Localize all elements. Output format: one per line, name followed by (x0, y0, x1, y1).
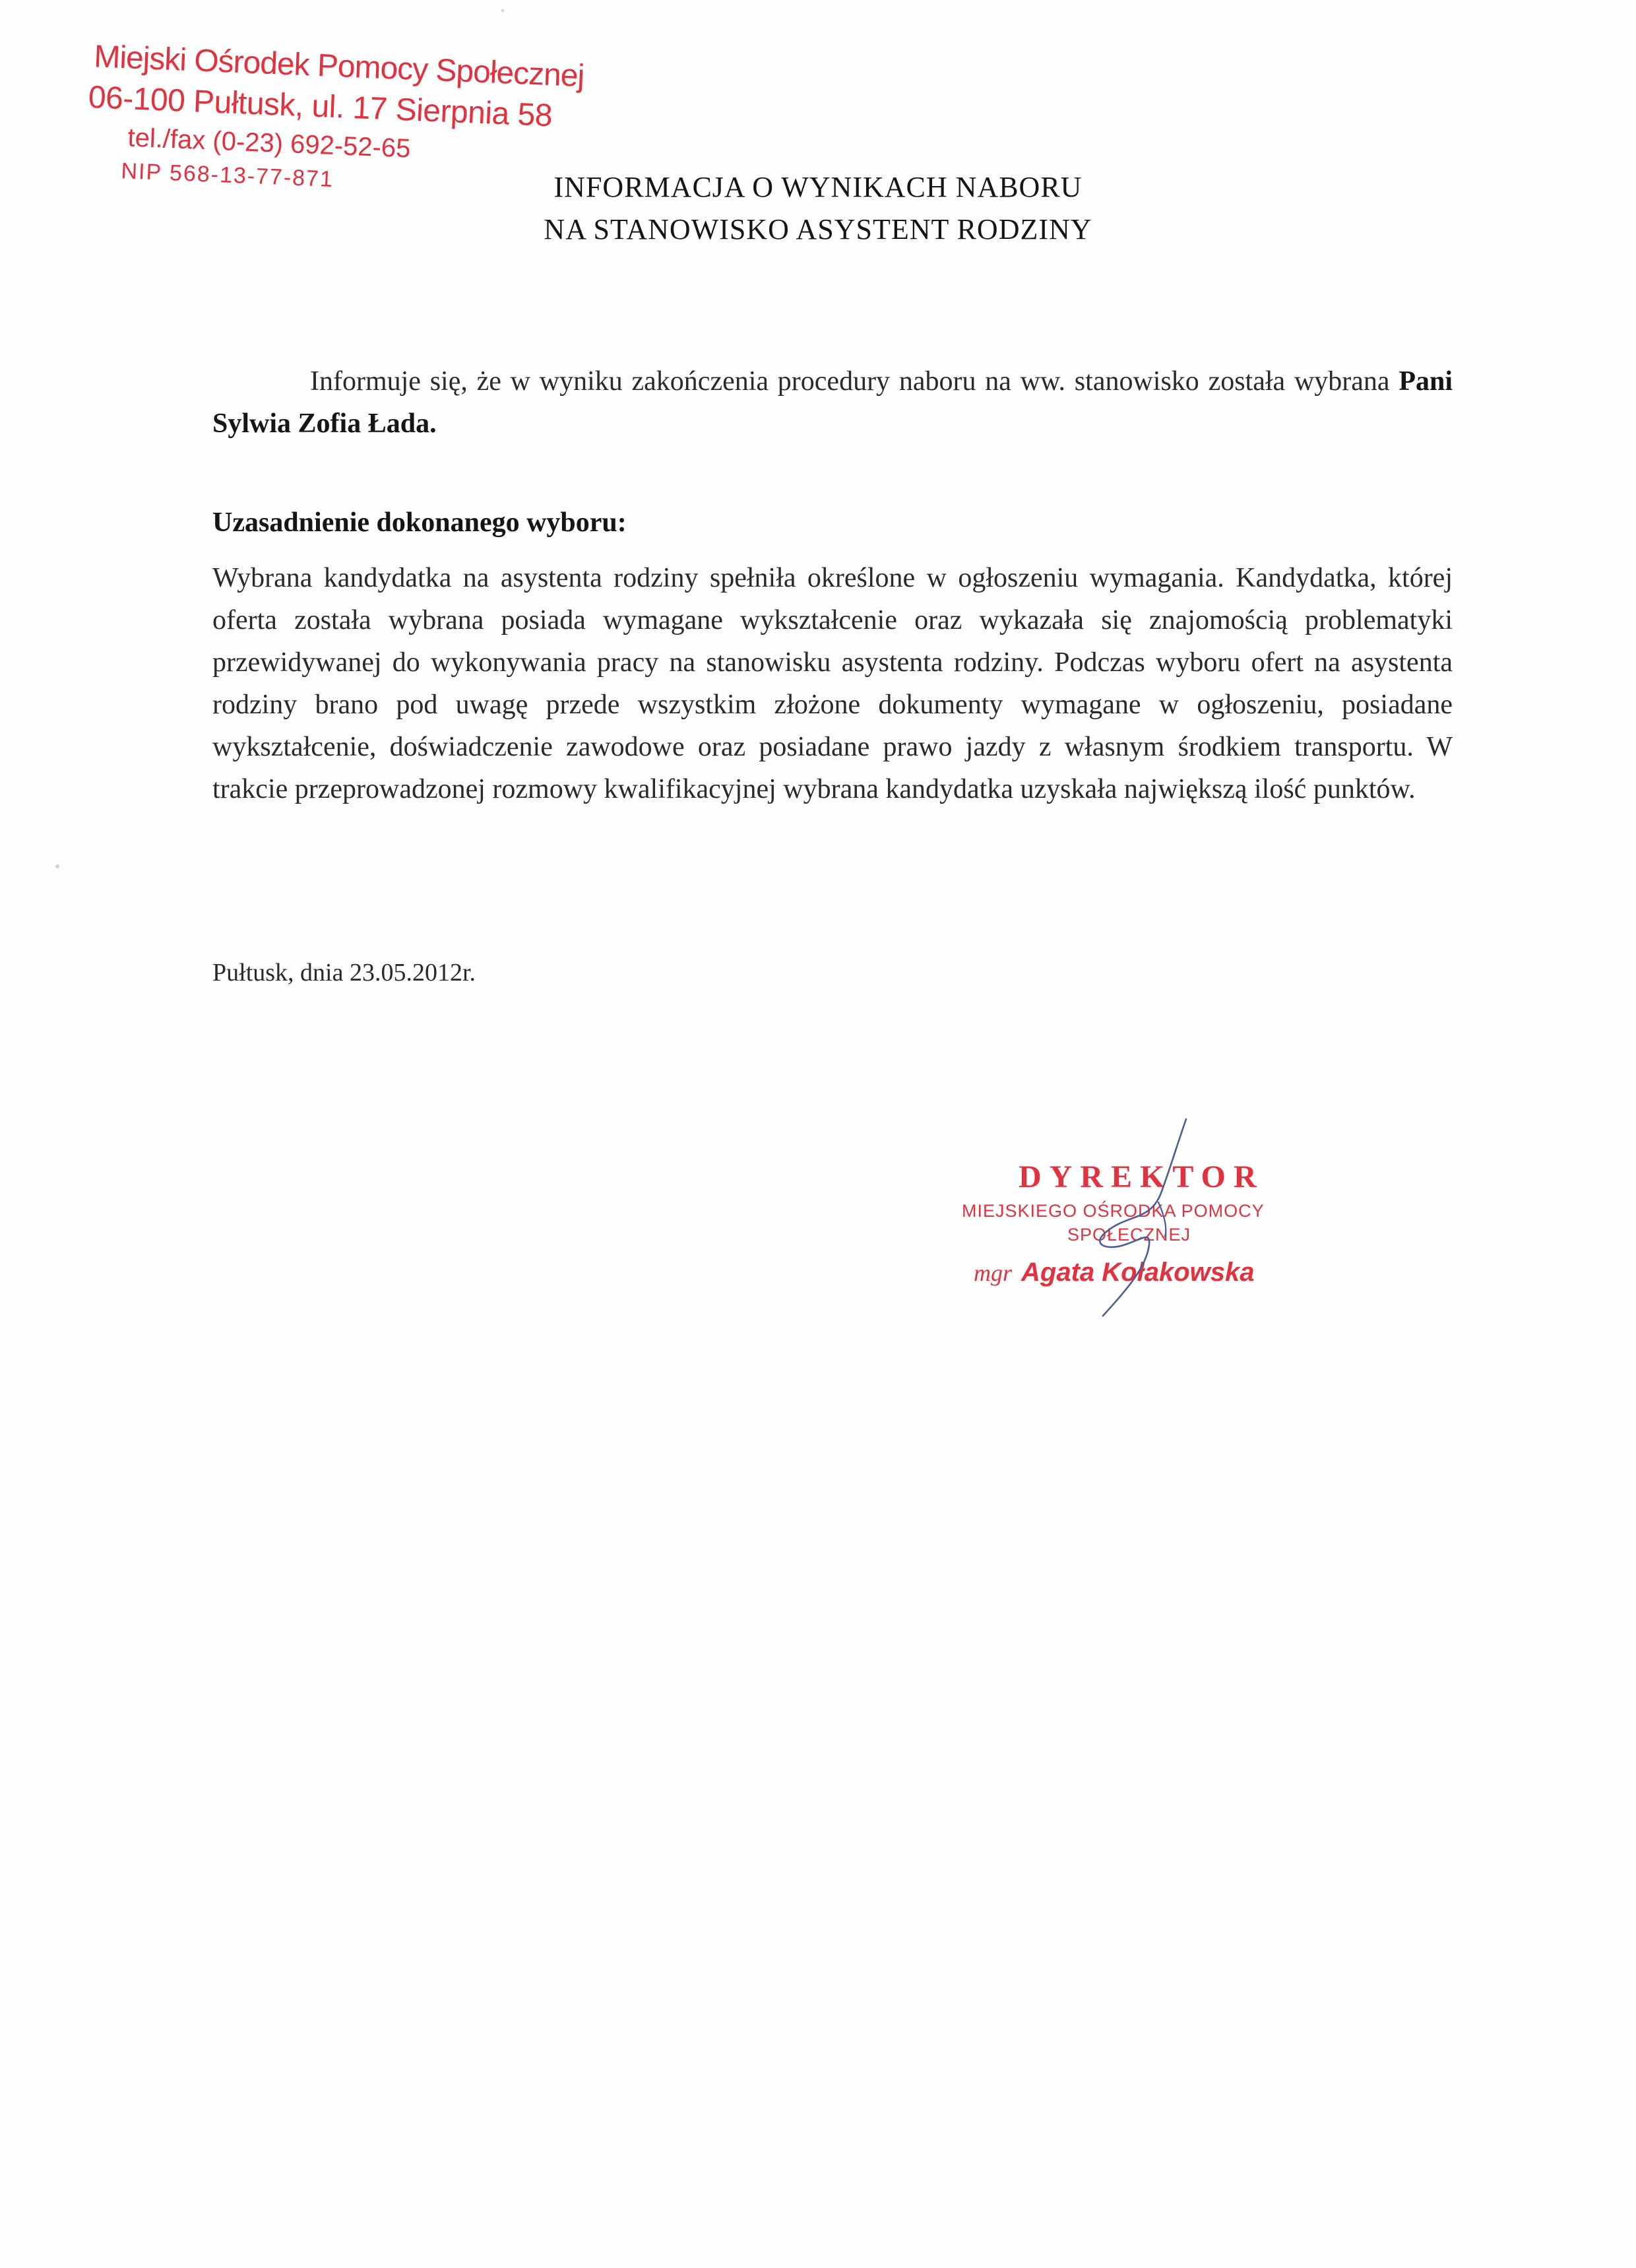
selected-person: Pani Sylwia Zofia Łada. (212, 366, 1453, 439)
scan-speck (55, 864, 59, 868)
stamp-nip: NIP 568-13-77-871 (120, 158, 334, 192)
handwritten-signature (1029, 1115, 1187, 1320)
title-line-2: NA STANOWISKO ASYSTENT RODZINY (544, 213, 1092, 245)
justification-paragraph: Wybrana kandydatka na asystenta rodziny spełniła określone w ogłoszeniu wymagania. Kandydatka, której oferta została wybrana posiada wymagane wykształcenie oraz wykazała się znajomością problematyki przewidywanej do wykonywania pracy na stanowisku asystenta rodziny. Podczas wyboru ofert na asystenta rodziny brano pod uwagę przede wszystkim złożone dokumenty wymagane w ogłoszeniu, posiadane wykształcenie, doświadczenie zawodowe oraz posiadane prawo jazdy z własnym środkiem transportu. W trakcie przeprowadzonej rozmowy kwalifikacyjnej wybrana kandydatka uzyskała największą ilość punktów. (212, 563, 1453, 804)
place-and-date: Pułtusk, dnia 23.05.2012r. (212, 959, 476, 987)
document-title (0, 166, 1636, 251)
director-name: Agata Kołakowska (1021, 1258, 1255, 1287)
director-org-line-2: SPOŁECZNEJ (1067, 1225, 1191, 1245)
director-title: DYREKTOR (1019, 1159, 1265, 1194)
scan-speck (501, 9, 504, 12)
stamp-phone: tel./fax (0-23) 692-52-65 (127, 123, 412, 164)
stamp-address: 06-100 Pułtusk, ul. 17 Sierpnia 58 (87, 79, 553, 134)
intro-paragraph (212, 360, 1453, 445)
title-line-1: INFORMACJA O WYNIKACH NABORU (553, 171, 1083, 203)
justification-heading: Uzasadnienie dokonanego wyboru: (212, 507, 627, 538)
stamp-institution-name: Miejski Ośrodek Pomocy Społecznej (93, 39, 585, 94)
intro-text: Informuje się, że w wyniku zakończenia procedury naboru na ww. stanowisko została wybrana (310, 366, 1390, 397)
director-org-line-1: MIEJSKIEGO OŚRODKA POMOCY (962, 1201, 1265, 1221)
director-name-prefix: mgr (974, 1260, 1013, 1286)
